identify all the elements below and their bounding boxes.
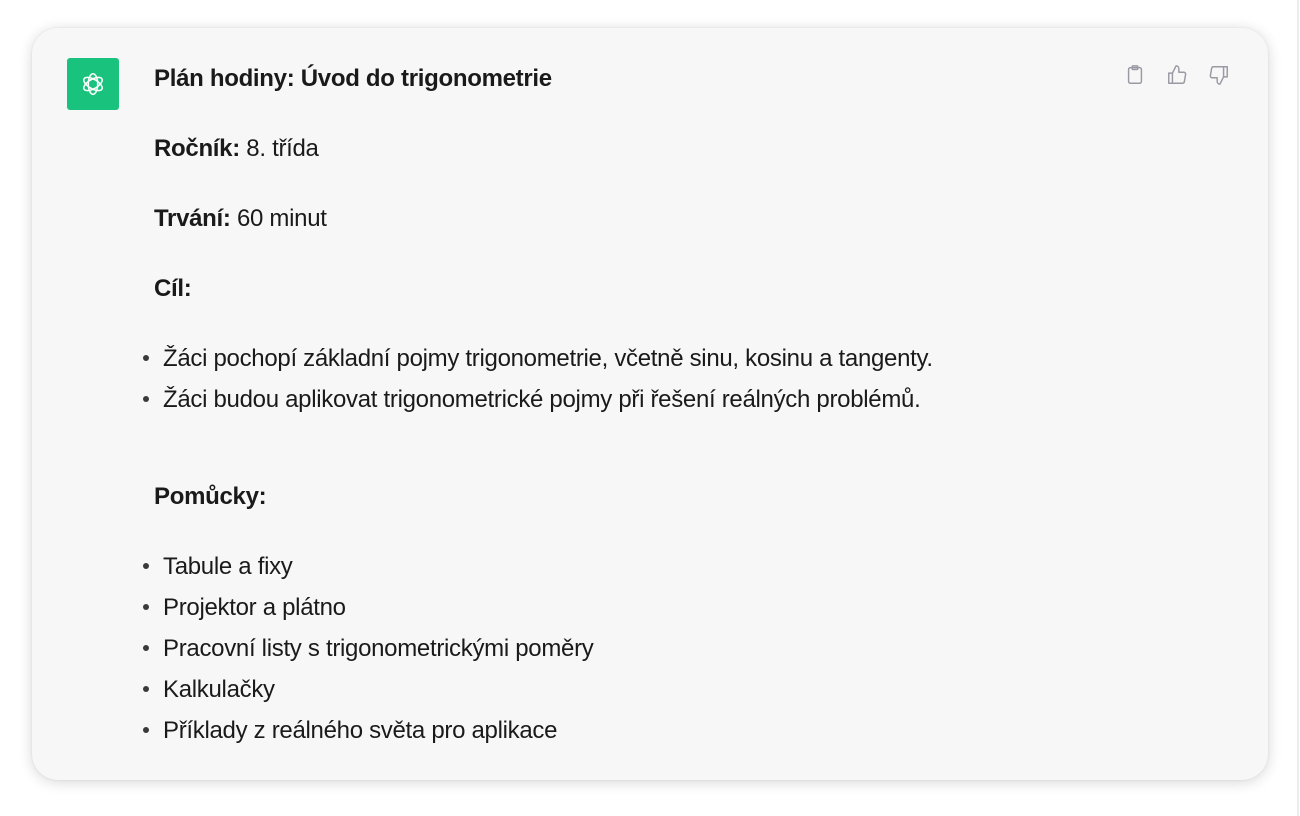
grade-value: 8. třída (239, 135, 319, 162)
materials-item-text: Projektor a plátno (163, 594, 346, 621)
materials-item-text: Tabule a fixy (163, 553, 293, 580)
message-content (154, 62, 1214, 755)
lesson-title: Plán hodiny: Úvod do trigonometrie (154, 65, 552, 92)
materials-item-text: Kalkulačky (163, 676, 275, 703)
assistant-avatar (67, 58, 119, 110)
bullet-dot (143, 686, 149, 692)
assistant-message-card (32, 28, 1268, 780)
list-item (154, 342, 1214, 376)
materials-item-text: Příklady z reálného světa pro aplikace (163, 717, 558, 744)
duration-value: 60 minut (230, 205, 327, 232)
list-item (154, 383, 1214, 417)
openai-logo-icon (78, 69, 108, 99)
bullet-dot (143, 355, 149, 361)
list-item (154, 714, 1214, 748)
bullet-dot (143, 727, 149, 733)
materials-item-text: Pracovní listy s trigonometrickými poměry (163, 635, 594, 662)
list-item (154, 591, 1214, 625)
duration-line (154, 202, 1214, 236)
grade-label: Ročník: (154, 135, 240, 162)
list-item (154, 550, 1214, 584)
bullet-dot (143, 563, 149, 569)
goal-item-text: Žáci budou aplikovat trigonometrické pojmy při řešení reálných problémů. (163, 386, 921, 413)
materials-list (154, 550, 1214, 748)
goal-item-text: Žáci pochopí základní pojmy trigonometrie, včetně sinu, kosinu a tangenty. (163, 345, 933, 372)
materials-heading: Pomůcky: (154, 483, 267, 510)
goal-heading: Cíl: (154, 275, 192, 302)
window-edge (1297, 0, 1299, 816)
list-item (154, 632, 1214, 666)
bullet-dot (143, 604, 149, 610)
list-item (154, 673, 1214, 707)
duration-label: Trvání: (154, 205, 231, 232)
bullet-dot (143, 396, 149, 402)
grade-line (154, 132, 1214, 166)
bullet-dot (143, 645, 149, 651)
goal-list (154, 342, 1214, 417)
